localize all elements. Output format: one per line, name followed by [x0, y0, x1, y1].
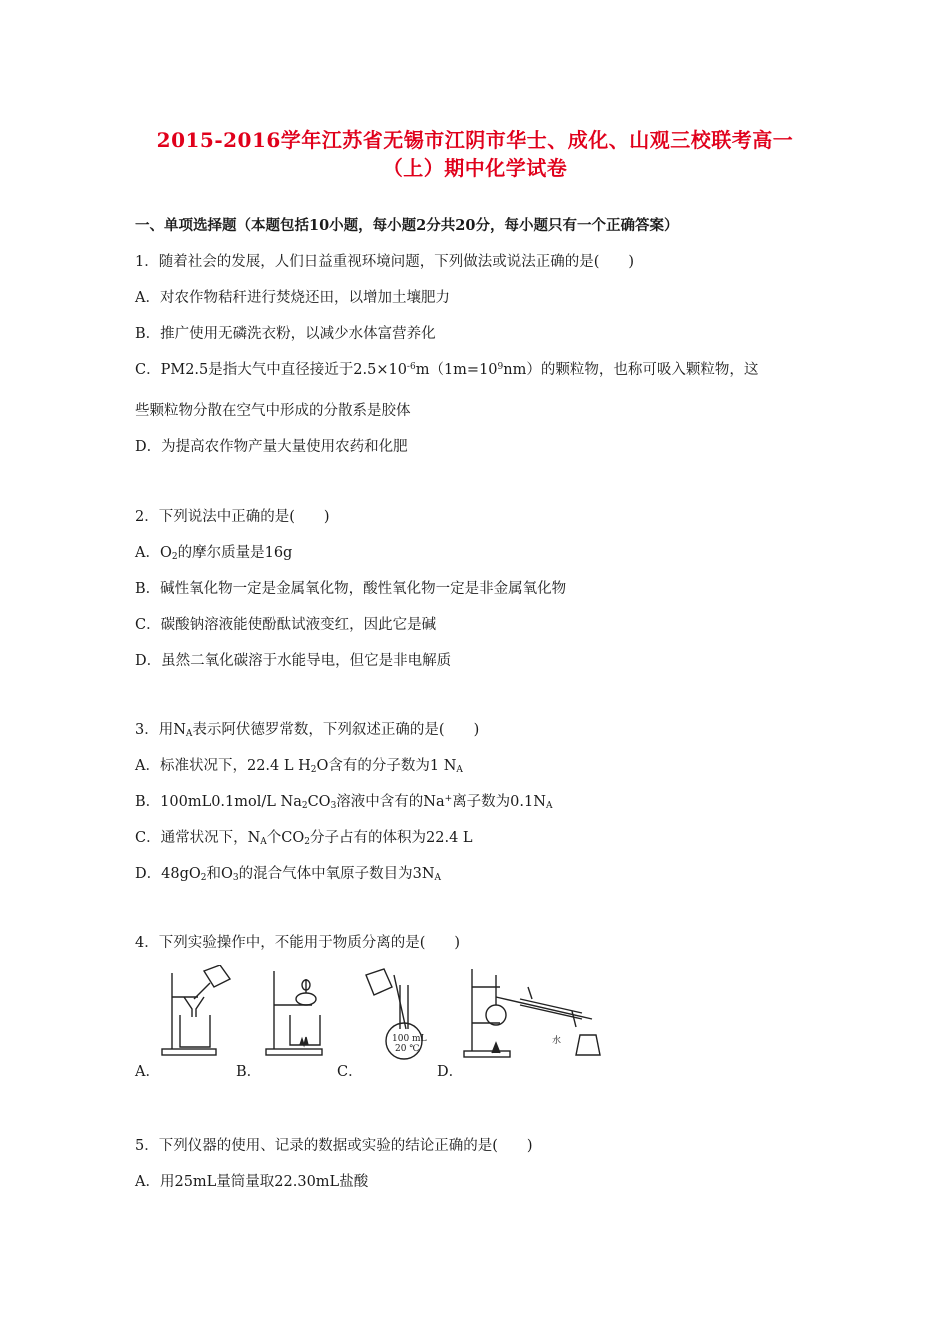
water-label: 水: [552, 1036, 562, 1046]
exam-title-line1: 2015-2016学年江苏省无锡市江阴市华士、成化、山观三校联考高一: [156, 128, 794, 152]
flask-label-volume: 100 mL: [392, 1034, 427, 1044]
q4-label-b: B．: [236, 1064, 262, 1080]
q2-option-a: A．$O_2$的摩尔质量是16g: [135, 545, 293, 562]
q2-option-b: B．碱性氧化物一定是金属氧化物，酸性氧化物一定是非金属氧化物: [135, 581, 567, 597]
q5-stem: 5．下列仪器的使用、记录的数据或实验的结论正确的是( ): [135, 1138, 533, 1154]
q4-stem: 4．下列实验操作中，不能用于物质分离的是( ): [135, 935, 461, 951]
q3-option-a: A．标准状况下，22.4 L $H_2O$含有的分子数为1 $N_A$: [135, 758, 463, 775]
q3-option-b: B．100mL0.1mol/L $Na_2CO_3$溶液中含有的Na+离子数为$0.1N_A$: [135, 794, 553, 811]
apparatus-c-volumetric-flask: [358, 965, 433, 1060]
q2-option-d: D．虽然二氧化碳溶于水能导电，但它是非电解质: [135, 653, 452, 669]
q4-label-d: D．: [437, 1064, 464, 1080]
q1-option-b: B．推广使用无磷洗衣粉，以减少水体富营养化: [135, 326, 436, 342]
q5-option-a: A．用25mL量筒量取22.30mL盐酸: [135, 1174, 369, 1190]
flask-label-temperature: 20 ℃: [395, 1044, 420, 1054]
q3-option-d: D．$48gO_2$和$O_3$的混合气体中氧原子数目为$3N_A$: [135, 866, 442, 883]
q4-label-a: A．: [135, 1064, 160, 1080]
q1-option-c-cont: 些颗粒物分散在空气中形成的分散系是胶体: [135, 403, 411, 419]
q4-label-c: C．: [337, 1064, 363, 1080]
q1-stem: 1．随着社会的发展，人们日益重视环境问题，下列做法或说法正确的是( ): [135, 254, 635, 270]
q3-option-c: C．通常状况下，$N_A$个$CO_2$分子占有的体积为22.4 L: [135, 830, 473, 847]
q2-option-c: C．碳酸钠溶液能使酚酞试液变红，因此它是碱: [135, 617, 437, 633]
q1-option-c: C．PM2.5是指大气中直径接近于$2.5\times 10^{-6}m(1m=10^9nm)$的颗粒物，也称可吸入颗粒物，这: [135, 362, 759, 378]
exam-title-line2: （上）期中化学试卷: [382, 156, 568, 180]
apparatus-d-distillation: [462, 965, 612, 1060]
apparatus-b-evaporation: [262, 965, 332, 1060]
q3-stem: 3．用$N_A$表示阿伏德罗常数，下列叙述正确的是( ): [135, 722, 480, 739]
q1-option-a: A．对农作物秸秆进行焚烧还田，以增加土壤肥力: [135, 290, 450, 306]
q1-option-d: D．为提高农作物产量大量使用农药和化肥: [135, 439, 408, 455]
apparatus-a-filtration: [158, 965, 238, 1060]
q2-stem: 2．下列说法中正确的是( ): [135, 509, 330, 525]
section-heading: 一、单项选择题（本题包括10小题，每小题2分共20分，每小题只有一个正确答案）: [135, 217, 679, 234]
